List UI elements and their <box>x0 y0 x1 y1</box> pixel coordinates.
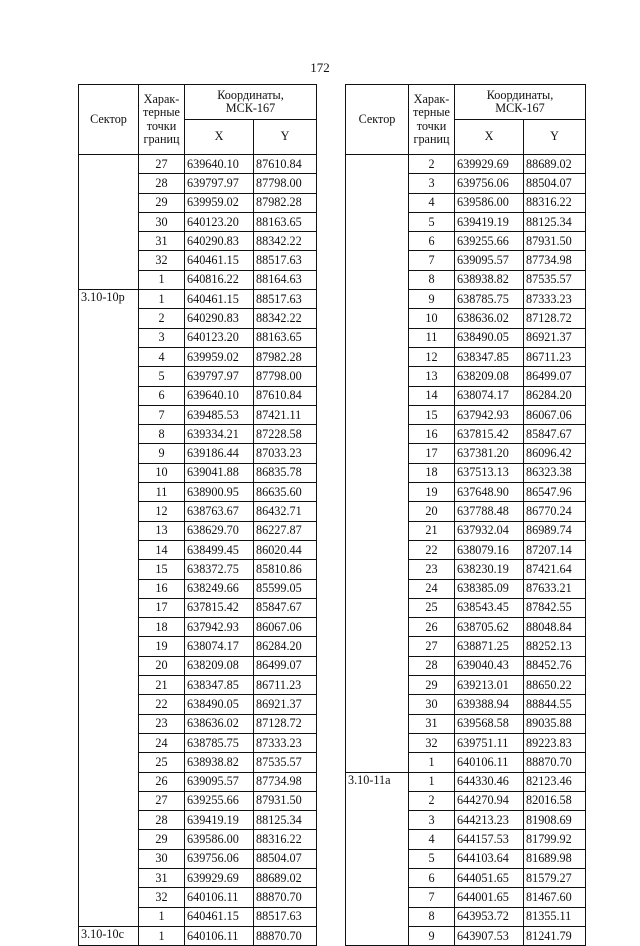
y-cell: 81689.98 <box>524 849 586 868</box>
x-cell: 643907.53 <box>455 926 524 945</box>
x-cell: 638347.85 <box>185 676 254 695</box>
x-cell: 639959.02 <box>185 347 254 366</box>
sector-cell: 3.10-10р <box>79 290 139 927</box>
y-cell: 86020.44 <box>254 540 317 559</box>
point-cell: 32 <box>139 888 185 907</box>
x-cell: 639095.57 <box>185 772 254 791</box>
x-cell: 638938.82 <box>455 270 524 289</box>
x-cell: 638490.05 <box>185 695 254 714</box>
point-cell: 32 <box>409 733 455 752</box>
x-cell: 639041.88 <box>185 463 254 482</box>
char-points-line: терные <box>143 105 180 119</box>
x-cell: 638490.05 <box>455 328 524 347</box>
x-cell: 637788.48 <box>455 502 524 521</box>
y-cell: 81355.11 <box>524 907 586 926</box>
sector-cell <box>346 155 409 773</box>
y-cell: 86284.20 <box>254 637 317 656</box>
table-row <box>79 155 317 174</box>
y-cell: 88342.22 <box>254 232 317 251</box>
point-cell: 8 <box>139 425 185 444</box>
x-cell: 640816.22 <box>185 270 254 289</box>
x-cell: 640106.11 <box>455 753 524 772</box>
x-cell: 638209.08 <box>455 367 524 386</box>
y-cell: 88650.22 <box>524 676 586 695</box>
point-cell: 9 <box>409 926 455 945</box>
point-cell: 14 <box>409 386 455 405</box>
point-cell: 11 <box>139 483 185 502</box>
x-cell: 644103.64 <box>455 849 524 868</box>
x-cell: 638385.09 <box>455 579 524 598</box>
x-cell: 638785.75 <box>455 290 524 309</box>
y-cell: 86921.37 <box>524 328 586 347</box>
coords-title-line: Координаты, <box>486 87 554 102</box>
point-cell: 17 <box>409 444 455 463</box>
point-cell: 19 <box>409 483 455 502</box>
y-cell: 85847.67 <box>254 598 317 617</box>
point-cell: 20 <box>139 656 185 675</box>
point-cell: 32 <box>139 251 185 270</box>
y-cell: 89223.83 <box>524 733 586 752</box>
point-cell: 1 <box>139 270 185 289</box>
point-cell: 9 <box>409 290 455 309</box>
point-cell: 5 <box>139 367 185 386</box>
y-cell: 87734.98 <box>524 251 586 270</box>
y-cell: 87842.55 <box>524 598 586 617</box>
table-row <box>346 155 586 174</box>
x-cell: 637932.04 <box>455 521 524 540</box>
y-cell: 88870.70 <box>524 753 586 772</box>
y-header: Y <box>524 120 586 155</box>
point-cell: 27 <box>139 791 185 810</box>
x-cell: 637648.90 <box>455 483 524 502</box>
y-cell: 81467.60 <box>524 888 586 907</box>
x-cell: 639255.66 <box>185 791 254 810</box>
x-cell: 637942.93 <box>455 405 524 424</box>
point-cell: 21 <box>409 521 455 540</box>
y-cell: 88316.22 <box>524 193 586 212</box>
y-cell: 88517.63 <box>254 907 317 926</box>
sector-cell: 3.10-11а <box>346 772 409 946</box>
x-cell: 638629.70 <box>185 521 254 540</box>
y-cell: 88342.22 <box>254 309 317 328</box>
x-cell: 638499.45 <box>185 540 254 559</box>
point-cell: 3 <box>409 174 455 193</box>
point-cell: 6 <box>409 232 455 251</box>
point-cell: 17 <box>139 598 185 617</box>
x-cell: 640123.20 <box>185 328 254 347</box>
y-cell: 88689.02 <box>254 868 317 887</box>
point-cell: 6 <box>139 386 185 405</box>
x-cell: 638074.17 <box>455 386 524 405</box>
point-cell: 23 <box>139 714 185 733</box>
y-cell: 87931.50 <box>524 232 586 251</box>
point-cell: 26 <box>139 772 185 791</box>
point-cell: 12 <box>139 502 185 521</box>
y-cell: 86921.37 <box>254 695 317 714</box>
x-cell: 638763.67 <box>185 502 254 521</box>
point-cell: 1 <box>139 907 185 926</box>
x-cell: 639186.44 <box>185 444 254 463</box>
x-cell: 639095.57 <box>455 251 524 270</box>
y-cell: 87128.72 <box>524 309 586 328</box>
x-cell: 637815.42 <box>185 598 254 617</box>
y-cell: 87798.00 <box>254 174 317 193</box>
point-cell: 19 <box>139 637 185 656</box>
y-cell: 86323.38 <box>524 463 586 482</box>
point-cell: 8 <box>409 270 455 289</box>
y-cell: 88125.34 <box>524 212 586 231</box>
table-body <box>79 155 317 946</box>
y-cell: 85847.67 <box>524 425 586 444</box>
y-cell: 86711.23 <box>524 347 586 366</box>
point-cell: 16 <box>139 579 185 598</box>
point-cell: 24 <box>409 579 455 598</box>
x-cell: 639929.69 <box>185 868 254 887</box>
point-cell: 2 <box>409 791 455 810</box>
sector-header: Сектор <box>79 85 139 155</box>
sector-header: Сектор <box>346 85 409 155</box>
point-cell: 18 <box>409 463 455 482</box>
point-cell: 26 <box>409 618 455 637</box>
point-cell: 5 <box>409 849 455 868</box>
x-cell: 639040.43 <box>455 656 524 675</box>
point-cell: 1 <box>409 772 455 791</box>
point-cell: 13 <box>409 367 455 386</box>
y-cell: 86989.74 <box>524 521 586 540</box>
x-cell: 640106.11 <box>185 888 254 907</box>
point-cell: 11 <box>409 328 455 347</box>
point-cell: 1 <box>139 926 185 945</box>
x-cell: 637513.13 <box>455 463 524 482</box>
x-cell: 638785.75 <box>185 733 254 752</box>
x-cell: 639640.10 <box>185 155 254 174</box>
x-header: X <box>455 120 524 155</box>
y-cell: 88517.63 <box>254 290 317 309</box>
y-cell: 86711.23 <box>254 676 317 695</box>
point-cell: 27 <box>409 637 455 656</box>
x-cell: 640106.11 <box>185 926 254 945</box>
y-cell: 87982.28 <box>254 347 317 366</box>
point-cell: 7 <box>409 251 455 270</box>
x-cell: 639419.19 <box>455 212 524 231</box>
y-cell: 88125.34 <box>254 811 317 830</box>
x-cell: 639485.53 <box>185 405 254 424</box>
point-cell: 28 <box>139 174 185 193</box>
y-cell: 87633.21 <box>524 579 586 598</box>
x-cell: 644213.23 <box>455 811 524 830</box>
y-cell: 88689.02 <box>524 155 586 174</box>
char-points-header <box>139 85 185 155</box>
point-cell: 15 <box>409 405 455 424</box>
x-cell: 638347.85 <box>455 347 524 366</box>
point-cell: 5 <box>409 212 455 231</box>
point-cell: 25 <box>409 598 455 617</box>
x-cell: 639419.19 <box>185 811 254 830</box>
x-cell: 640290.83 <box>185 309 254 328</box>
y-cell: 87798.00 <box>254 367 317 386</box>
x-cell: 640290.83 <box>185 232 254 251</box>
point-cell: 29 <box>409 676 455 695</box>
char-points-line: границ <box>143 132 180 146</box>
y-cell: 87207.14 <box>524 540 586 559</box>
y-cell: 86547.96 <box>524 483 586 502</box>
y-cell: 86227.87 <box>254 521 317 540</box>
y-cell: 87228.58 <box>254 425 317 444</box>
y-cell: 85810.86 <box>254 560 317 579</box>
coordinates-table-right <box>345 84 586 946</box>
y-cell: 88252.13 <box>524 637 586 656</box>
x-cell: 639959.02 <box>185 193 254 212</box>
x-cell: 638938.82 <box>185 753 254 772</box>
point-cell: 24 <box>139 733 185 752</box>
point-cell: 10 <box>409 309 455 328</box>
y-cell: 87610.84 <box>254 386 317 405</box>
y-cell: 88870.70 <box>254 926 317 945</box>
x-cell: 637815.42 <box>455 425 524 444</box>
x-cell: 638074.17 <box>185 637 254 656</box>
y-cell: 82016.58 <box>524 791 586 810</box>
y-cell: 81579.27 <box>524 868 586 887</box>
coords-header <box>455 85 586 120</box>
coordinates-table-left <box>78 84 317 946</box>
x-cell: 639929.69 <box>455 155 524 174</box>
x-cell: 638636.02 <box>455 309 524 328</box>
y-cell: 81241.79 <box>524 926 586 945</box>
y-cell: 88164.63 <box>254 270 317 289</box>
y-cell: 86432.71 <box>254 502 317 521</box>
point-cell: 8 <box>409 907 455 926</box>
y-cell: 86835.78 <box>254 463 317 482</box>
y-cell: 86770.24 <box>524 502 586 521</box>
point-cell: 4 <box>409 830 455 849</box>
point-cell: 7 <box>139 405 185 424</box>
point-cell: 4 <box>409 193 455 212</box>
y-cell: 88504.07 <box>254 849 317 868</box>
point-cell: 4 <box>139 347 185 366</box>
x-cell: 639640.10 <box>185 386 254 405</box>
x-cell: 640461.15 <box>185 251 254 270</box>
y-cell: 88504.07 <box>524 174 586 193</box>
point-cell: 21 <box>139 676 185 695</box>
y-cell: 88316.22 <box>254 830 317 849</box>
y-cell: 86635.60 <box>254 483 317 502</box>
y-cell: 87333.23 <box>524 290 586 309</box>
point-cell: 12 <box>409 347 455 366</box>
x-cell: 639797.97 <box>185 174 254 193</box>
point-cell: 15 <box>139 560 185 579</box>
x-cell: 638079.16 <box>455 540 524 559</box>
x-cell: 639751.11 <box>455 733 524 752</box>
y-cell: 87982.28 <box>254 193 317 212</box>
y-cell: 88452.76 <box>524 656 586 675</box>
x-cell: 639586.00 <box>185 830 254 849</box>
x-cell: 644051.65 <box>455 868 524 887</box>
coords-header <box>185 85 317 120</box>
x-cell: 644157.53 <box>455 830 524 849</box>
point-cell: 20 <box>409 502 455 521</box>
point-cell: 30 <box>409 695 455 714</box>
char-points-line: точки <box>146 118 177 133</box>
x-cell: 644270.94 <box>455 791 524 810</box>
x-cell: 638249.66 <box>185 579 254 598</box>
point-cell: 3 <box>409 811 455 830</box>
x-cell: 638705.62 <box>455 618 524 637</box>
x-cell: 638900.95 <box>185 483 254 502</box>
x-cell: 638372.75 <box>185 560 254 579</box>
table-row <box>79 290 317 309</box>
y-cell: 86499.07 <box>524 367 586 386</box>
coords-title-line: Координаты, <box>217 87 284 102</box>
point-cell: 22 <box>139 695 185 714</box>
y-cell: 81799.92 <box>524 830 586 849</box>
y-cell: 88870.70 <box>254 888 317 907</box>
point-cell: 16 <box>409 425 455 444</box>
y-cell: 88844.55 <box>524 695 586 714</box>
point-cell: 31 <box>139 232 185 251</box>
x-cell: 639213.01 <box>455 676 524 695</box>
x-cell: 638636.02 <box>185 714 254 733</box>
x-cell: 637381.20 <box>455 444 524 463</box>
y-cell: 89035.88 <box>524 714 586 733</box>
y-cell: 87421.11 <box>254 405 317 424</box>
table-row <box>346 772 586 791</box>
point-cell: 30 <box>139 849 185 868</box>
x-cell: 644330.46 <box>455 772 524 791</box>
point-cell: 27 <box>139 155 185 174</box>
page-number: 172 <box>310 60 330 75</box>
x-cell: 639568.58 <box>455 714 524 733</box>
point-cell: 9 <box>139 444 185 463</box>
coords-title-line: МСК-167 <box>225 101 276 115</box>
point-cell: 3 <box>139 328 185 347</box>
y-cell: 87333.23 <box>254 733 317 752</box>
y-cell: 87128.72 <box>254 714 317 733</box>
x-cell: 637942.93 <box>185 618 254 637</box>
y-cell: 87421.64 <box>524 560 586 579</box>
y-cell: 87610.84 <box>254 155 317 174</box>
point-cell: 29 <box>139 193 185 212</box>
x-cell: 639797.97 <box>185 367 254 386</box>
x-cell: 640461.15 <box>185 290 254 309</box>
point-cell: 28 <box>139 811 185 830</box>
point-cell: 22 <box>409 540 455 559</box>
y-cell: 88517.63 <box>254 251 317 270</box>
x-cell: 638230.19 <box>455 560 524 579</box>
x-header: X <box>185 120 254 155</box>
point-cell: 29 <box>139 830 185 849</box>
point-cell: 14 <box>139 540 185 559</box>
y-cell: 86067.06 <box>524 405 586 424</box>
point-cell: 10 <box>139 463 185 482</box>
x-cell: 644001.65 <box>455 888 524 907</box>
point-cell: 2 <box>409 155 455 174</box>
char-points-header <box>409 85 455 155</box>
x-cell: 638209.08 <box>185 656 254 675</box>
y-cell: 87033.23 <box>254 444 317 463</box>
y-cell: 85599.05 <box>254 579 317 598</box>
y-cell: 88163.65 <box>254 212 317 231</box>
point-cell: 7 <box>409 888 455 907</box>
table-body <box>346 155 586 946</box>
y-cell: 81908.69 <box>524 811 586 830</box>
char-points-line: границ <box>413 132 450 146</box>
y-cell: 86499.07 <box>254 656 317 675</box>
y-cell: 86096.42 <box>524 444 586 463</box>
char-points-line: терные <box>413 105 450 119</box>
char-points-line: Харак- <box>143 91 180 106</box>
x-cell: 640461.15 <box>185 907 254 926</box>
point-cell: 25 <box>139 753 185 772</box>
char-points-line: Харак- <box>413 91 450 106</box>
coords-title-line: МСК-167 <box>495 101 545 115</box>
y-cell: 82123.46 <box>524 772 586 791</box>
y-cell: 87535.57 <box>254 753 317 772</box>
point-cell: 18 <box>139 618 185 637</box>
x-cell: 639334.21 <box>185 425 254 444</box>
point-cell: 28 <box>409 656 455 675</box>
point-cell: 1 <box>139 290 185 309</box>
x-cell: 638543.45 <box>455 598 524 617</box>
x-cell: 639586.00 <box>455 193 524 212</box>
point-cell: 2 <box>139 309 185 328</box>
char-points-line: точки <box>416 118 447 133</box>
y-cell: 88163.65 <box>254 328 317 347</box>
point-cell: 1 <box>409 753 455 772</box>
x-cell: 639255.66 <box>455 232 524 251</box>
x-cell: 639756.06 <box>185 849 254 868</box>
y-cell: 86284.20 <box>524 386 586 405</box>
sector-cell <box>79 155 139 290</box>
table-row <box>79 926 317 945</box>
point-cell: 31 <box>409 714 455 733</box>
x-cell: 639756.06 <box>455 174 524 193</box>
point-cell: 30 <box>139 212 185 231</box>
point-cell: 31 <box>139 868 185 887</box>
point-cell: 6 <box>409 868 455 887</box>
y-cell: 87535.57 <box>524 270 586 289</box>
y-header: Y <box>254 120 317 155</box>
sector-cell: 3.10-10с <box>79 926 139 945</box>
x-cell: 638871.25 <box>455 637 524 656</box>
y-cell: 87734.98 <box>254 772 317 791</box>
y-cell: 87931.50 <box>254 791 317 810</box>
x-cell: 643953.72 <box>455 907 524 926</box>
point-cell: 13 <box>139 521 185 540</box>
x-cell: 639388.94 <box>455 695 524 714</box>
y-cell: 86067.06 <box>254 618 317 637</box>
point-cell: 23 <box>409 560 455 579</box>
y-cell: 88048.84 <box>524 618 586 637</box>
x-cell: 640123.20 <box>185 212 254 231</box>
